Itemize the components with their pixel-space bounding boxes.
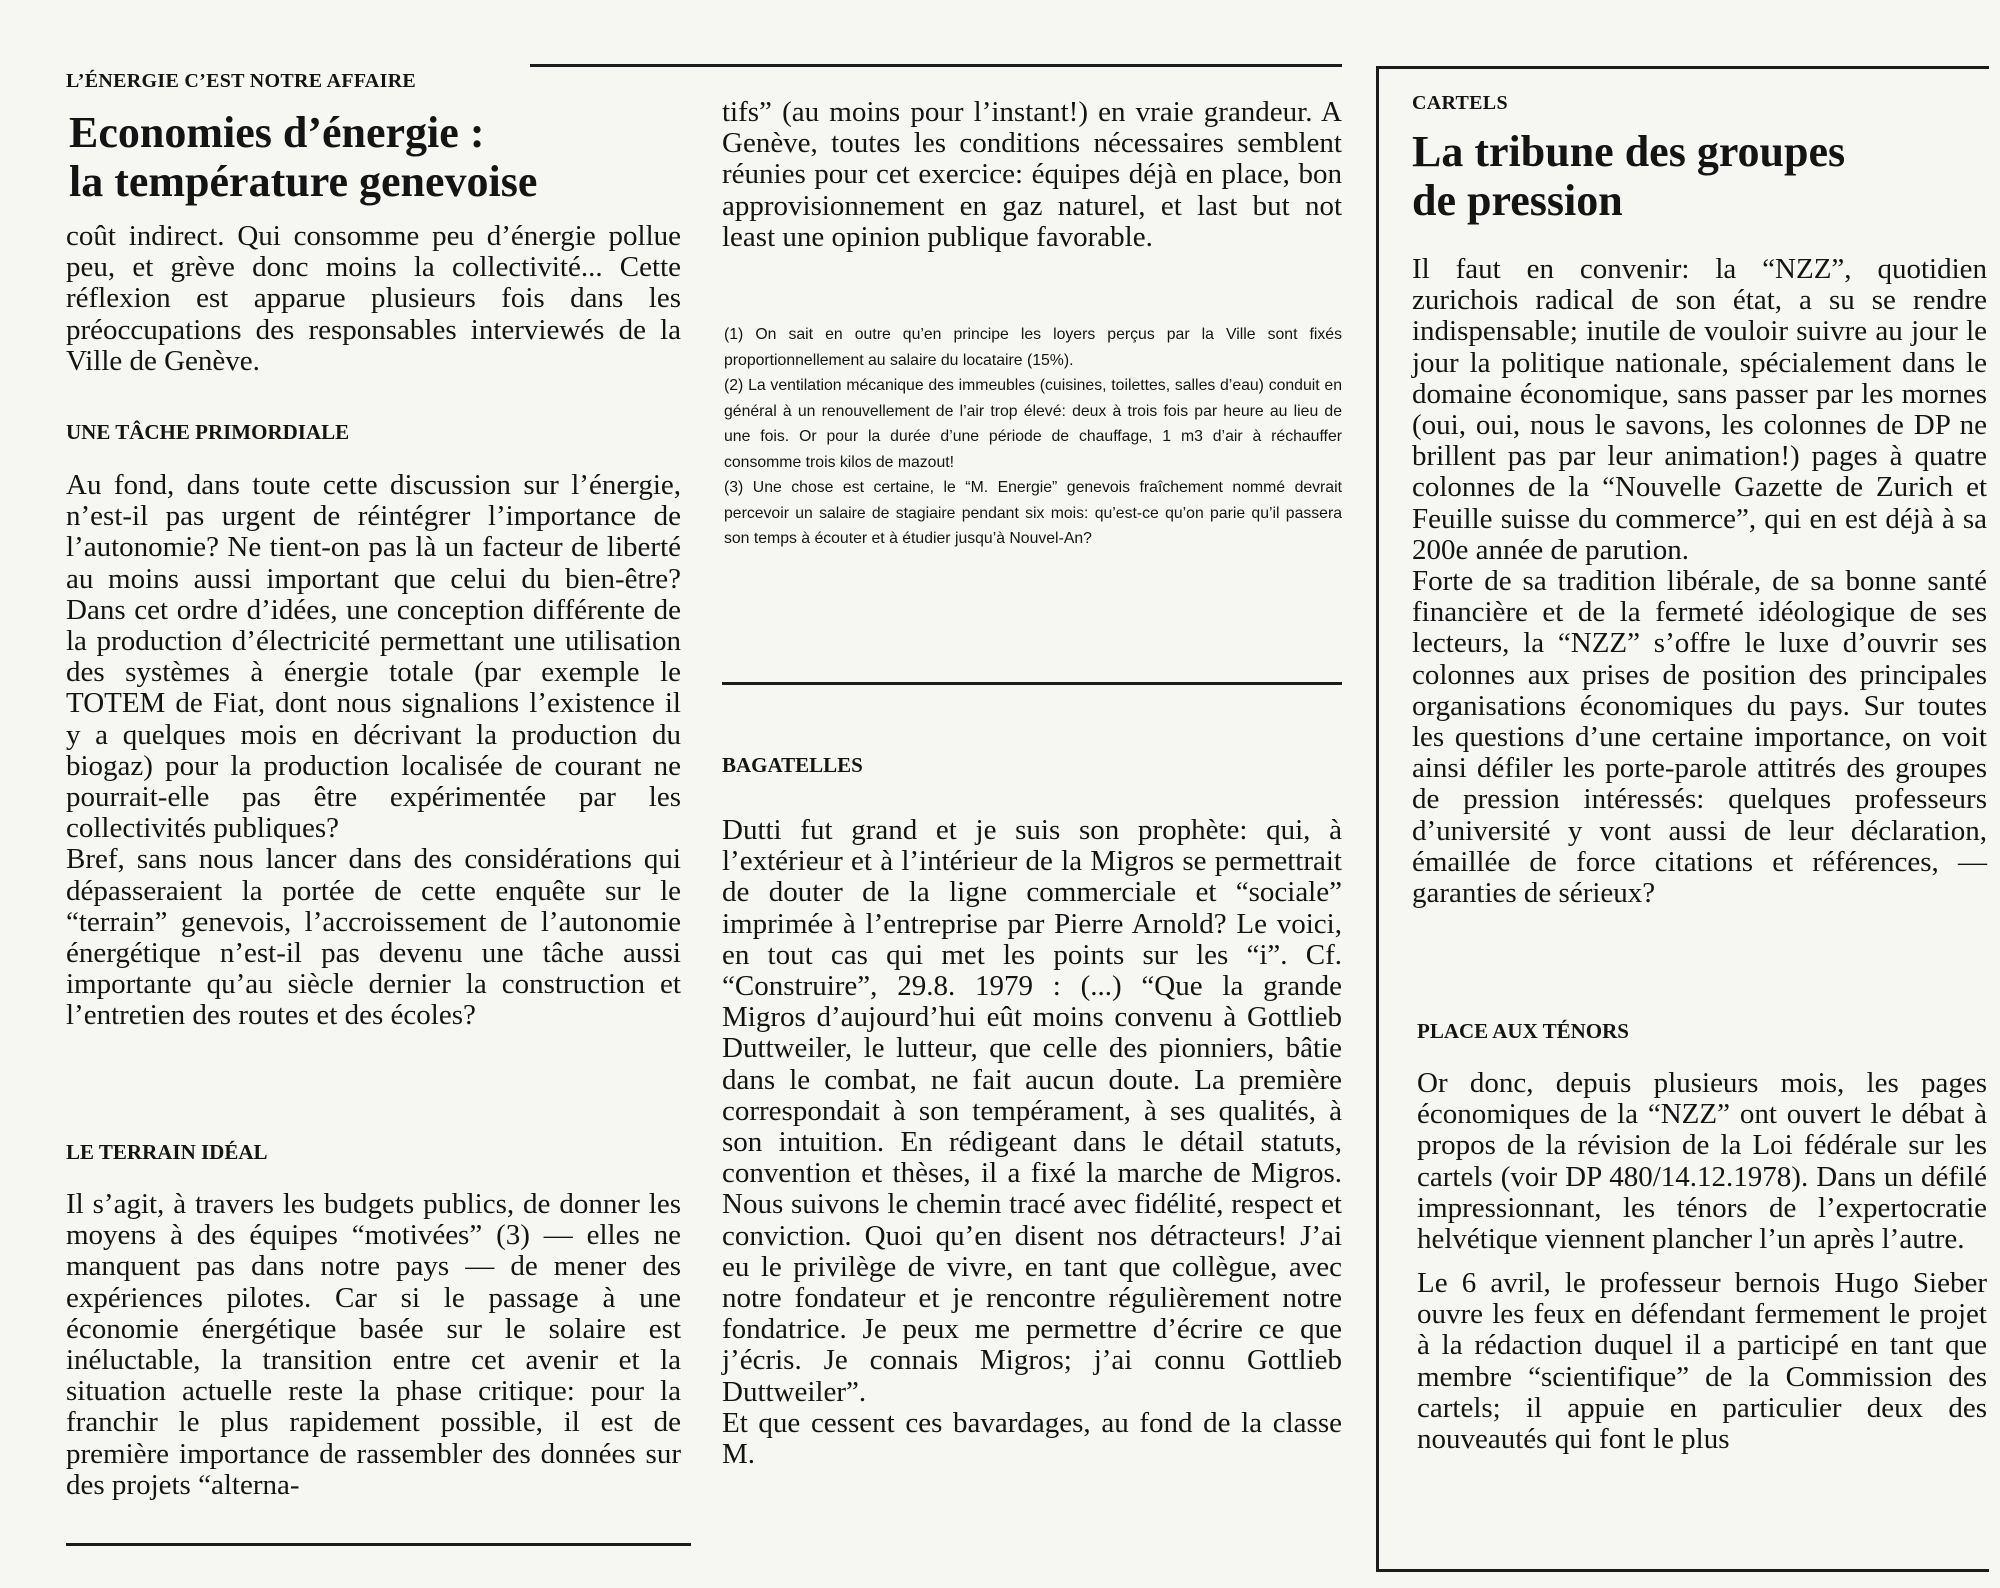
paragraph: coût indirect. Qui consomme peu d’énergie pollue peu, et grève donc moins la collectivité... Cette réflexion est apparue plusieurs fois dans les préoccupations des responsables interviewés de la Ville de Genève. <box>66 220 681 377</box>
paragraph: Bref, sans nous lancer dans des considérations qui dépasseraient la portée de cette enquête sur le “terrain” genevois, l’accroissement de l’autonomie énergétique n’est-il pas devenu une tâche aussi importante qu’au siècle dernier la construction et l’entretien des routes et des écoles? <box>66 843 681 1032</box>
article-kicker: BAGATELLES <box>722 753 863 777</box>
section-heading: LE TERRAIN IDÉAL <box>66 1140 268 1164</box>
paragraph: Dutti fut grand et je suis son prophète: qui, à l’extérieur et à l’intérieur de la Migros se permettrait de douter de la ligne commerciale et “sociale” imprimée à l’entreprise par Pierre Arnold? Le voici, en tout cas qui met les points sur les “i”. Cf. “Construire”, 29.8. 1979 : (...) “Que la grande Migros d’aujourd’hui eût moins convenu à Gottlieb Duttweiler, le lutteur, que celle des pionniers, bâtie dans le combat, ne fait aucun doute. La première correspondait à son tempérament, à ses qualités, à son intuition. En rédigeant dans le détail statuts, convention et thèses, il a fixé la marche de Migros. Nous suivons le chemin tracé avec fidélité, respect et conviction. Quoi qu’en disent nos détracteurs! J’ai eu le privilège de vivre, en tant que collègue, avec notre fondateur et je rencontre régulièrement notre fondatrice. Je peux me permettre d’écrire ce que j’écris. Je connais Migros; j’ai connu Gottlieb Duttweiler”. <box>722 814 1342 1408</box>
article-kicker: CARTELS <box>1412 92 1508 114</box>
article-title-line-1: La tribune des groupes <box>1412 127 1846 176</box>
paragraph: Il faut en convenir: la “NZZ”, quotidien zurichois radical de son état, a su se rendre indispensable; inutile de vouloir suivre au jour le jour la politique nationale, spécialement dans le domaine économique, sans passer par les mornes (oui, oui, nous le savons, les colonnes de DP ne brillent pas par leur animation!) pages à quatre colonnes de la “Nouvelle Gazette de Zurich et Feuille suisse du commerce”, qui en est déjà à sa 200e année de parution. <box>1412 253 1987 566</box>
paragraph: Le 6 avril, le professeur bernois Hugo Sieber ouvre les feux en défendant fermement le projet à la rédaction duquel il a participé en tant que membre “scientifique” de la Commission des cartels; il appuie en particulier deux des nouveautés qui font le plus <box>1417 1267 1987 1456</box>
section-divider-rule <box>722 682 1342 685</box>
paragraph: Au fond, dans toute cette discussion sur l’énergie, n’est-il pas urgent de réintégrer l’importance de l’autonomie? Ne tient-on pas là un facteur de liberté au moins aussi important que celui du bien-être? Dans cet ordre d’idées, une conception différente de la production d’électricité permettant une utilisation des systèmes à énergie totale (par exemple le TOTEM de Fiat, dont nous signalions l’existence il y a quelques mois en décrivant la production du biogaz) pour la production localisée de courant ne pourrait-elle pas être expérimentée par les collectivités publiques? <box>66 469 681 845</box>
paragraph: tifs” (au moins pour l’instant!) en vraie grandeur. A Genève, toutes les conditions nécessaires semblent réunies pour cet exercice: équipes déjà en place, bon approvisionnement en gaz naturel, et last but not least une opinion publique favorable. <box>722 96 1342 253</box>
paragraph: Il s’agit, à travers les budgets publics, de donner les moyens à des équipes “motivées” (3) — elles ne manquent pas dans notre pays — de mener des expériences pilotes. Car si le passage à une économie énergétique basée sur le solaire est inéluctable, la transition entre cet avenir et la situation actuelle reste la phase critique: pour la franchir le plus rapidement possible, il est de première importance de rassembler des données sur des projets “alterna- <box>66 1188 681 1501</box>
article-body <box>722 815 1342 1470</box>
article-title <box>1412 127 1987 225</box>
article-body-intro <box>1412 254 1987 909</box>
footnote: (2) La ventilation mécanique des immeubles (cuisines, toilettes, salles d’eau) conduit en général à un renouvellement de l’air trop élevé: deux à trois fois par heure au lieu de une fois. Or pour la durée d’une période de chauffage, 1 m3 d’air à réchauffer consomme trois kilos de mazout! <box>724 377 1342 471</box>
article-body-section-2 <box>66 1189 681 1501</box>
article-title-line-2: de pression <box>1412 176 1623 225</box>
article-kicker: L’ÉNERGIE C’EST NOTRE AFFAIRE <box>66 70 417 92</box>
article-body-continued <box>722 97 1342 253</box>
bottom-rule <box>66 1543 691 1546</box>
article-body-section-continued <box>1417 1268 1987 1455</box>
paragraph: Forte de sa tradition libérale, de sa bonne santé financière et de la fermeté idéologique de ses lecteurs, la “NZZ” s’offre le luxe d’ouvrir ses colonnes aux prises de position des principales organisations économiques du pays. Sur toutes les questions d’une certaine importance, on voit ainsi défiler les porte-parole attitrés des groupes de pression intéressés: quelques professeurs d’université y vont aussi de leur déclaration, émaillée de force citations et références, — garanties de sérieux? <box>1412 565 1987 910</box>
top-rule <box>530 64 1342 67</box>
article-title-line-2: la température genevoise <box>69 157 538 206</box>
footnotes <box>724 322 1342 552</box>
footnote: (3) Une chose est certaine, le “M. Energie” genevois fraîchement nommé devrait percevoir un salaire de stagiaire pendant six mois: qu’est-ce qu’on parie qu’il passera son temps à écouter et à étudier jusqu’à Nouvel-An? <box>724 479 1342 547</box>
paragraph: Et que cessent ces bavardages, au fond de la classe M. <box>722 1406 1342 1471</box>
article-body-section <box>1417 1068 1987 1255</box>
article-body-section-1 <box>66 470 681 1032</box>
footnote: (1) On sait en outre qu’en principe les loyers perçus par la Ville sont fixés proportionnellement au salaire du locataire (15%). <box>724 326 1342 369</box>
section-heading: UNE TÂCHE PRIMORDIALE <box>66 420 350 444</box>
article-body-intro <box>66 221 681 377</box>
article-title-line-1: Economies d’énergie : <box>69 108 485 157</box>
section-heading: PLACE AUX TÉNORS <box>1417 1019 1629 1043</box>
article-title <box>69 108 689 206</box>
paragraph: Or donc, depuis plusieurs mois, les pages économiques de la “NZZ” ont ouvert le débat à propos de la révision de la Loi fédérale sur les cartels (voir DP 480/14.12.1978). Dans un défilé impressionnant, les ténors de l’expertocratie helvétique viennent plancher l’un après l’autre. <box>1417 1067 1987 1256</box>
